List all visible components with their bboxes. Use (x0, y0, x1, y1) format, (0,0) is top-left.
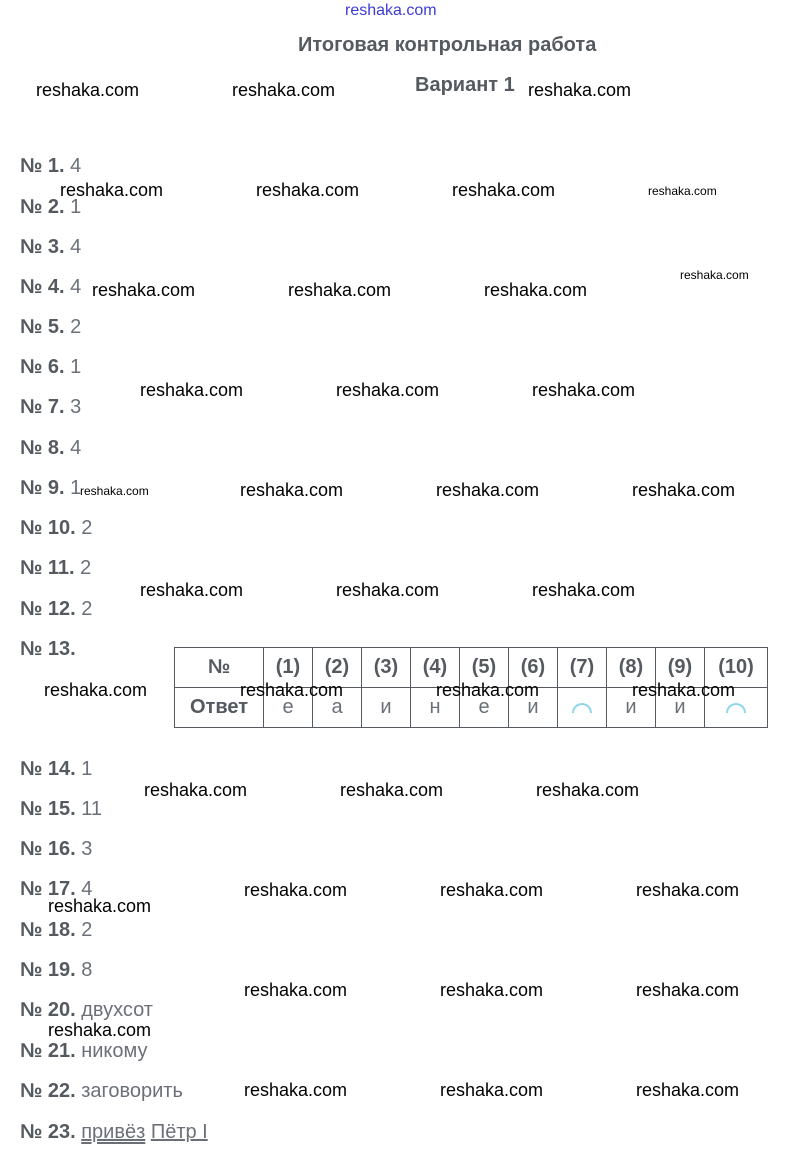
watermark-text: reshaka.com (436, 680, 540, 700)
answer-value: 2 (80, 557, 92, 579)
answer-number: № 12. (20, 598, 76, 620)
table-cell: е (460, 688, 509, 728)
answer-line (20, 597, 92, 621)
answer-number: № 1. (20, 155, 65, 177)
watermark-text: reshaka.com (440, 980, 544, 1000)
watermark-text: reshaka.com (140, 380, 244, 400)
watermark-text: reshaka.com (532, 380, 636, 400)
answer-number: № 15. (20, 798, 76, 820)
watermark-text: reshaka.com (536, 780, 640, 800)
watermark-text: reshaka.com (340, 780, 444, 800)
table-header-cell: № (175, 648, 264, 688)
answer-line (20, 436, 81, 460)
answer-value: 3 (81, 838, 93, 860)
watermark-text: reshaka.com (336, 380, 440, 400)
watermark-text: reshaka.com (60, 180, 164, 200)
page-title: Итоговая контрольная работа (298, 34, 597, 56)
answer-line (20, 355, 81, 379)
table-answer-label: Ответ (175, 688, 264, 728)
table-cell: и (656, 688, 705, 728)
answer-value: 3 (70, 396, 82, 418)
watermark-text: reshaka.com (336, 580, 440, 600)
answer-line (20, 516, 92, 540)
answer-number: № 21. (20, 1040, 76, 1062)
table-cell: н (411, 688, 460, 728)
watermark-text: reshaka.com (636, 880, 740, 900)
watermark-text: reshaka.com (140, 580, 244, 600)
watermark-text: reshaka.com (532, 580, 636, 600)
table-cell: и (509, 688, 558, 728)
answer-line (20, 1039, 148, 1063)
answer-number: № 19. (20, 959, 76, 981)
answer-number: № 22. (20, 1080, 76, 1102)
watermark-text: reshaka.com (440, 880, 544, 900)
answer-line (20, 235, 81, 259)
watermark-text: reshaka.com (240, 680, 344, 700)
answer-value: 4 (70, 276, 82, 298)
answer-number: № 20. (20, 999, 76, 1021)
watermark-text: reshaka.com (48, 1020, 152, 1040)
table-column-header: (4) (411, 648, 460, 688)
variant-heading: Вариант 1 (415, 74, 515, 96)
answer-value: 4 (70, 155, 82, 177)
answer-value: 1 (70, 477, 82, 499)
watermark-text: reshaka.com (288, 280, 392, 300)
answer-value: 4 (81, 878, 93, 900)
answer-value: заговорить (81, 1080, 183, 1102)
table-column-header: (6) (509, 648, 558, 688)
table-column-header: (7) (558, 648, 607, 688)
site-link[interactable]: reshaka.com (345, 2, 437, 19)
table-column-header: (8) (607, 648, 656, 688)
watermark-text: reshaka.com (244, 1080, 348, 1100)
answer-line (20, 556, 91, 580)
watermark-text: reshaka.com (44, 680, 148, 700)
answer-value: 1 (81, 758, 93, 780)
answer-number: № 3. (20, 236, 65, 258)
watermark-text: reshaka.com (48, 896, 152, 916)
watermark-text: reshaka.com (244, 880, 348, 900)
answer-number: № 16. (20, 838, 76, 860)
answer-line (20, 154, 81, 178)
answer-line (20, 837, 92, 861)
answer-number: № 8. (20, 437, 65, 459)
answer-line (20, 958, 92, 982)
watermark-text: reshaka.com (436, 480, 540, 500)
watermark-text: reshaka.com (240, 480, 344, 500)
answer-value: никому (81, 1040, 148, 1062)
table-column-header: (3) (362, 648, 411, 688)
answer-line (20, 637, 76, 661)
answer-value: 2 (70, 316, 82, 338)
answer-number: № 17. (20, 878, 76, 900)
answer-line (20, 998, 153, 1022)
answer-number: № 6. (20, 356, 65, 378)
answer-value: 2 (81, 598, 93, 620)
answer-number: № 18. (20, 919, 76, 941)
watermark-text: reshaka.com (452, 180, 556, 200)
answer-value: 2 (81, 919, 93, 941)
answer-number: № 10. (20, 517, 76, 539)
answer-line (20, 315, 81, 339)
answer-value: 11 (81, 798, 102, 820)
arc-icon (572, 703, 592, 713)
watermark-text: reshaka.com (36, 80, 140, 100)
watermark-text: reshaka.com (648, 184, 717, 198)
table-column-header: (1) (264, 648, 313, 688)
table-cell: и (362, 688, 411, 728)
answer-line-23 (20, 1120, 208, 1144)
watermark-text: reshaka.com (244, 980, 348, 1000)
answer-number: № 14. (20, 758, 76, 780)
answer-number: № 9. (20, 477, 65, 499)
watermark-text: reshaka.com (632, 680, 736, 700)
answer-value: 8 (81, 959, 93, 981)
table-column-header: (9) (656, 648, 705, 688)
answer-number: № 11. (20, 557, 75, 579)
answer-subject: Пётр I (150, 1121, 208, 1143)
watermark-text: reshaka.com (636, 1080, 740, 1100)
answer-value: 1 (70, 196, 82, 218)
watermark-text: reshaka.com (632, 480, 736, 500)
answer-line (20, 757, 92, 781)
watermark-text: reshaka.com (232, 80, 336, 100)
table-column-header: (2) (313, 648, 362, 688)
answer-line (20, 395, 81, 419)
answer-line (20, 476, 81, 500)
answer-number: № 2. (20, 196, 65, 218)
answer-value: 1 (70, 356, 82, 378)
watermark-text: reshaka.com (440, 1080, 544, 1100)
table-cell: е (264, 688, 313, 728)
table-cell: и (607, 688, 656, 728)
table-cell: а (313, 688, 362, 728)
answer-value: 4 (70, 437, 82, 459)
watermark-text: reshaka.com (484, 280, 588, 300)
answer-line (20, 918, 92, 942)
answer-line (20, 275, 81, 299)
answer-value: двухсот (81, 999, 153, 1021)
arc-icon (726, 703, 746, 713)
table-column-header: (10) (705, 648, 768, 688)
watermark-text: reshaka.com (636, 980, 740, 1000)
answer-number: № 5. (20, 316, 65, 338)
watermark-text: reshaka.com (256, 180, 360, 200)
table-column-header: (5) (460, 648, 509, 688)
answer-number: № 23. (20, 1121, 76, 1143)
answer-predicate: привёз (81, 1121, 146, 1143)
answer-number: № 7. (20, 396, 65, 418)
answer-value: 4 (70, 236, 82, 258)
answer-number: № 13. (20, 638, 76, 660)
table-cell-arc (558, 688, 607, 728)
answer-value: 2 (81, 517, 93, 539)
watermark-text: reshaka.com (144, 780, 248, 800)
answer-number: № 4. (20, 276, 65, 298)
answer-line (20, 797, 102, 821)
watermark-text: reshaka.com (680, 268, 749, 282)
watermark-text: reshaka.com (528, 80, 632, 100)
watermark-text: reshaka.com (80, 484, 149, 498)
watermark-text: reshaka.com (92, 280, 196, 300)
answer-line (20, 1079, 183, 1103)
